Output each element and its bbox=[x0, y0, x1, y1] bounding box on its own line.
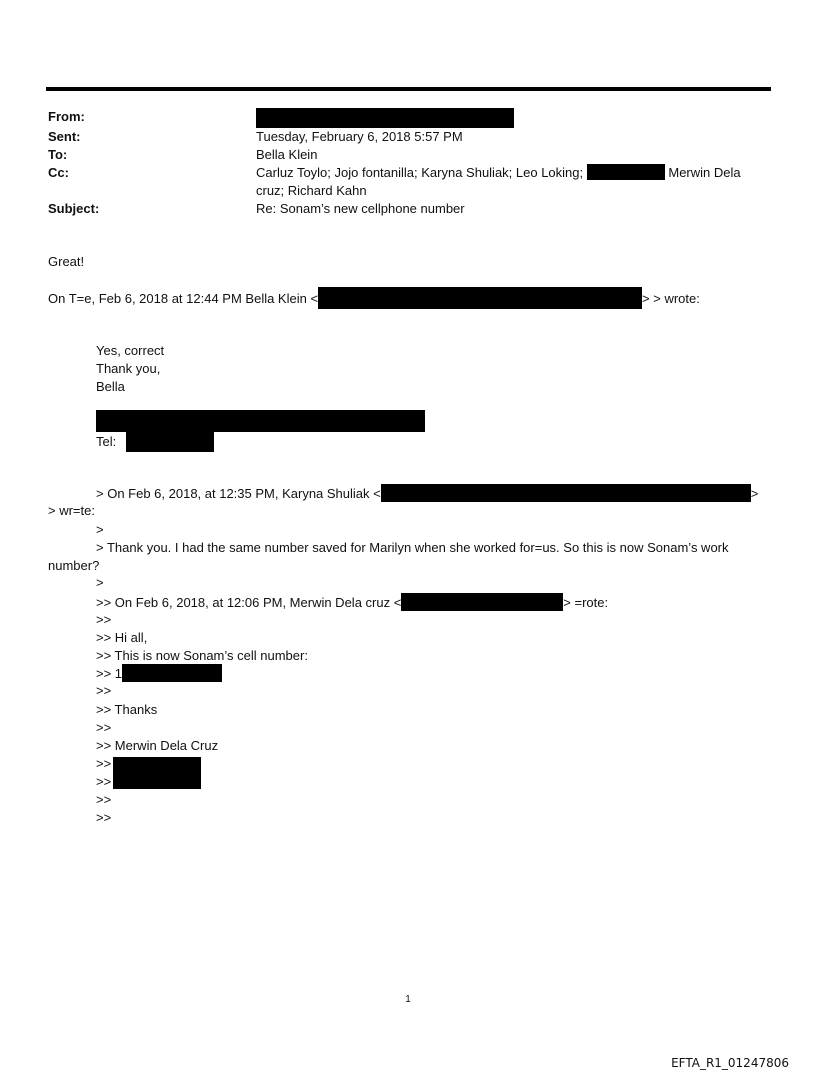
document-id: EFTA_R1_01247806 bbox=[671, 1056, 789, 1070]
to-row bbox=[48, 146, 768, 164]
sent-value: Tuesday, February 6, 2018 5:57 PM bbox=[256, 129, 463, 144]
redaction-bar bbox=[381, 484, 751, 502]
quote3-line5: >> 1 bbox=[96, 664, 222, 683]
quote1-line bbox=[48, 287, 700, 309]
from-row bbox=[48, 108, 768, 128]
cc-value-part2: Merwin Dela bbox=[668, 165, 741, 180]
quote3-line1: >> On Feb 6, 2018, at 12:06 PM, Merwin Dela cruz < > =rote: bbox=[96, 595, 609, 610]
quote2-line1: > On Feb 6, 2018, at 12:35 PM, Karyna Shuliak < > bbox=[96, 486, 759, 501]
cc-row bbox=[48, 164, 768, 200]
quote2-line3: > bbox=[96, 522, 104, 537]
to-label: To: bbox=[48, 147, 68, 162]
cc-label: Cc: bbox=[48, 165, 69, 180]
quote3-line10: >> bbox=[96, 756, 112, 771]
redaction-bar bbox=[401, 593, 563, 611]
sent-row bbox=[48, 128, 768, 146]
cc-value-line2: cruz; Richard Kahn bbox=[256, 183, 367, 198]
tel-line bbox=[96, 432, 214, 452]
greeting: Great! bbox=[48, 254, 85, 269]
quote2-line5: number? bbox=[48, 558, 100, 573]
subject-row bbox=[48, 200, 768, 218]
quote3-line8: >> bbox=[96, 720, 112, 735]
redaction-bar bbox=[587, 164, 665, 180]
redaction-bar bbox=[96, 410, 425, 432]
quote3-line9: >> Merwin Dela Cruz bbox=[96, 738, 219, 753]
quote3-line4: >> This is now Sonam’s cell number: bbox=[96, 648, 308, 663]
quote2-line2: > wr=te: bbox=[48, 503, 95, 518]
quote2-line4: > Thank you. I had the same number saved for Marilyn when she worked for=us. So this is now Sonam’s work bbox=[96, 540, 729, 555]
to-value: Bella Klein bbox=[256, 147, 318, 162]
quote3-line6: >> bbox=[96, 683, 112, 698]
subject-value: Re: Sonam’s new cellphone number bbox=[256, 201, 465, 216]
quote3-line11: >> bbox=[96, 774, 112, 789]
quote3-line3: >> Hi all, bbox=[96, 630, 148, 645]
header-rule bbox=[46, 87, 771, 91]
cc-value-part1: Carluz Toylo; Jojo fontanilla; Karyna Shuliak; Leo Loking; bbox=[256, 165, 584, 180]
reply1-line2: Thank you, bbox=[96, 361, 161, 376]
quote3-line7: >> Thanks bbox=[96, 702, 158, 717]
from-label: From: bbox=[48, 109, 85, 124]
quote3-line2: >> bbox=[96, 612, 112, 627]
redaction-bar bbox=[256, 108, 514, 128]
redaction-bar bbox=[122, 664, 222, 682]
redaction-bar bbox=[126, 432, 214, 452]
quote2-line6: > bbox=[96, 575, 104, 590]
email-header bbox=[48, 108, 768, 218]
quote1-suffix: > > wrote: bbox=[642, 291, 700, 306]
reply1-line3: Bella bbox=[96, 379, 125, 394]
quote3-line12: >> bbox=[96, 792, 112, 807]
page-number: 1 bbox=[405, 994, 411, 1005]
redaction-bar bbox=[318, 287, 642, 309]
redaction-bar bbox=[113, 757, 201, 789]
reply1-line1: Yes, correct bbox=[96, 343, 165, 358]
sent-label: Sent: bbox=[48, 129, 81, 144]
quote3-line13: >> bbox=[96, 810, 112, 825]
subject-label: Subject: bbox=[48, 201, 100, 216]
tel-label: Tel: bbox=[96, 434, 117, 449]
quote1-prefix: On T=e, Feb 6, 2018 at 12:44 PM Bella Klein < bbox=[48, 291, 319, 306]
